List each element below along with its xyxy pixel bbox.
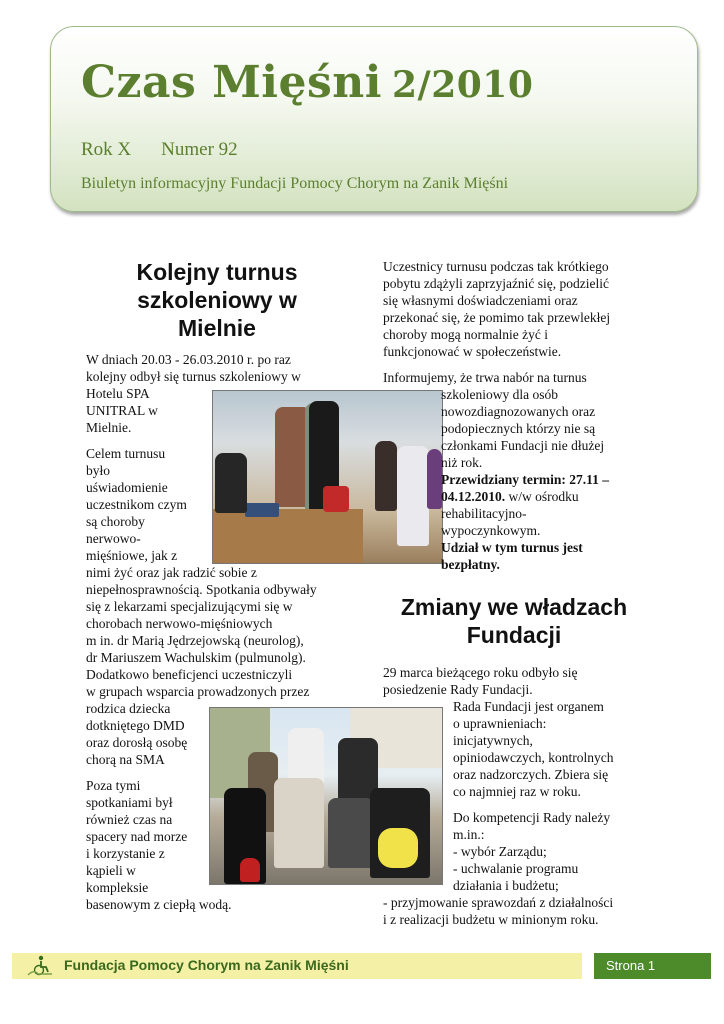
number-label: Numer 92 bbox=[161, 139, 238, 160]
text-line: opiniodawczych, kontrolnych bbox=[453, 750, 614, 765]
heading-line: Zmiany we władzach bbox=[400, 594, 628, 620]
heading-line: szkoleniowy w bbox=[137, 287, 297, 313]
text-line: funkcjonować w społeczeństwie. bbox=[383, 344, 562, 359]
text-line: uświadomienie bbox=[86, 480, 168, 495]
text-line: m.in.: bbox=[453, 827, 485, 842]
term-date: 04.12.2010. bbox=[441, 489, 506, 504]
newsletter-subtitle: Biuletyn informacyjny Fundacji Pomocy Chorym na Zanik Mięśni bbox=[81, 175, 509, 192]
newsletter-title bbox=[81, 57, 534, 108]
text-line: o uprawnieniach: bbox=[453, 716, 547, 731]
title-text: Czas Mięśni bbox=[81, 57, 382, 108]
text-line: - wybór Zarządu; bbox=[453, 844, 547, 859]
free-notice: bezpłatny. bbox=[441, 557, 500, 572]
masthead bbox=[50, 26, 698, 212]
text-line: działania i budżetu; bbox=[453, 878, 559, 893]
text-line: przekonać się, że pomimo tak przewlekłej bbox=[383, 310, 611, 325]
text-line: chorobach nerwowo-mięśniowych bbox=[86, 616, 273, 631]
footer-foundation-name: Fundacja Pomocy Chorym na Zanik Mięśni bbox=[64, 957, 349, 973]
footer-bar bbox=[12, 953, 582, 979]
text-line: i z realizacji budżetu w minionym roku. bbox=[383, 912, 599, 927]
page-number-box bbox=[594, 953, 711, 979]
text-line: i korzystanie z bbox=[86, 846, 165, 861]
text-line: się z lekarzami specjalizującymi się w bbox=[86, 599, 293, 614]
text-fragment: w/w ośrodku bbox=[505, 489, 579, 504]
text-line: kompleksie bbox=[86, 880, 149, 895]
text-line: Celem turnusu bbox=[86, 446, 166, 461]
article-paragraph bbox=[383, 369, 645, 471]
text-line: UNITRAL w bbox=[86, 403, 158, 418]
text-line: niepełnosprawnością. Spotkania odbywały bbox=[86, 582, 317, 597]
heading-line: Mielnie bbox=[178, 315, 256, 341]
text-line: spacery nad morze bbox=[86, 829, 188, 844]
text-line: w grupach wsparcia prowadzonych przez bbox=[86, 684, 310, 699]
term-label: Przewidziany termin: 27.11 – bbox=[441, 472, 609, 487]
text-line: basenowym z ciepłą wodą. bbox=[86, 897, 232, 912]
article-paragraph bbox=[383, 894, 653, 928]
text-line: posiedzenie Rady Fundacji. bbox=[383, 682, 533, 697]
text-line: - przyjmowanie sprawozdań z działalności bbox=[383, 895, 614, 910]
text-line: pobytu zdążyli zaprzyjaźnić się, podzielić bbox=[383, 276, 610, 291]
turnus-term bbox=[383, 471, 645, 573]
text-line: Hotelu SPA bbox=[86, 386, 150, 401]
text-line: Do kompetencji Rady należy bbox=[453, 810, 611, 825]
article-paragraph bbox=[383, 809, 645, 894]
text-line: dr Mariuszem Wachulskim (pulmunolg). bbox=[86, 650, 306, 665]
text-line: nowozdiagnozowanych oraz bbox=[441, 404, 596, 419]
text-line: oraz dorosłą osobę bbox=[86, 735, 188, 750]
text-line: uczestnikom czym bbox=[86, 497, 187, 512]
text-line: członkami Fundacji nie dłużej bbox=[441, 438, 605, 453]
photo-shape bbox=[274, 778, 324, 868]
text-line: - uchwalanie programu bbox=[453, 861, 579, 876]
text-line: 29 marca bieżącego roku odbyło się bbox=[383, 665, 578, 680]
article-training-continued bbox=[383, 258, 645, 937]
text-line: nimi żyć oraz jak radzić sobie z bbox=[86, 565, 257, 580]
text-line: Informujemy, że trwa nabór na turnus bbox=[383, 370, 587, 385]
article-heading bbox=[383, 593, 645, 649]
photo-shape bbox=[323, 486, 349, 512]
photo-shape bbox=[245, 503, 279, 517]
text-line: oraz nadzorczych. Zbiera się bbox=[453, 767, 609, 782]
text-line: również czas na bbox=[86, 812, 173, 827]
article-heading bbox=[86, 258, 348, 342]
text-line: Uczestnicy turnusu podczas tak krótkiego bbox=[383, 259, 609, 274]
article-paragraph bbox=[383, 698, 645, 800]
text-line: szkoleniowy dla osób bbox=[441, 387, 558, 402]
text-line: kolejny odbył się turnus szkoleniowy w bbox=[86, 369, 301, 384]
text-line: dotkniętego DMD bbox=[86, 718, 185, 733]
text-line: co najmniej raz w roku. bbox=[453, 784, 581, 799]
text-line: kąpieli w bbox=[86, 863, 136, 878]
text-line: Dodatkowo beneficjenci uczestniczyli bbox=[86, 667, 293, 682]
page-footer bbox=[12, 953, 711, 979]
article-paragraph bbox=[383, 258, 645, 360]
text-line: inicjatywnych, bbox=[453, 733, 533, 748]
free-notice: Udział w tym turnus jest bbox=[441, 540, 583, 555]
text-line bbox=[441, 488, 645, 505]
heading-line: Kolejny turnus bbox=[136, 259, 298, 285]
text-line: spotkaniami był bbox=[86, 795, 173, 810]
text-line: mięśniowe, jak z bbox=[86, 548, 178, 563]
text-line: było bbox=[86, 463, 111, 478]
text-line: rehabilitacyjno- bbox=[441, 506, 527, 521]
wheelchair-hand-icon bbox=[26, 955, 54, 977]
text-line: Mielnie. bbox=[86, 420, 132, 435]
text-line: chorą na SMA bbox=[86, 752, 165, 767]
text-line: W dniach 20.03 - 26.03.2010 r. po raz bbox=[86, 352, 291, 367]
text-line: są choroby bbox=[86, 514, 145, 529]
photo-shape bbox=[213, 509, 363, 563]
volume-info bbox=[81, 139, 238, 161]
year-label: Rok X bbox=[81, 139, 132, 160]
photo-shape bbox=[215, 453, 247, 513]
photo-shape bbox=[240, 858, 260, 882]
text-line: nerwowo- bbox=[86, 531, 141, 546]
article-paragraph bbox=[383, 664, 645, 698]
text-line: Poza tymi bbox=[86, 778, 141, 793]
page-number: Strona 1 bbox=[606, 958, 656, 973]
text-line: się własnymi doświadczeniami oraz bbox=[383, 293, 578, 308]
text-line: m in. dr Marią Jędrzejowską (neurolog), bbox=[86, 633, 304, 648]
issue-number: 2/2010 bbox=[392, 64, 534, 106]
text-line: podopiecznych którzy nie są bbox=[441, 421, 596, 436]
text-line: niż rok. bbox=[441, 455, 483, 470]
heading-line: Fundacji bbox=[466, 622, 562, 648]
photo-shape bbox=[328, 798, 374, 868]
text-line: wypoczynkowym. bbox=[441, 523, 541, 538]
text-line: rodzica dziecka bbox=[86, 701, 171, 716]
text-line: Rada Fundacji jest organem bbox=[453, 699, 604, 714]
text-line: choroby mogą normalnie żyć i bbox=[383, 327, 548, 342]
